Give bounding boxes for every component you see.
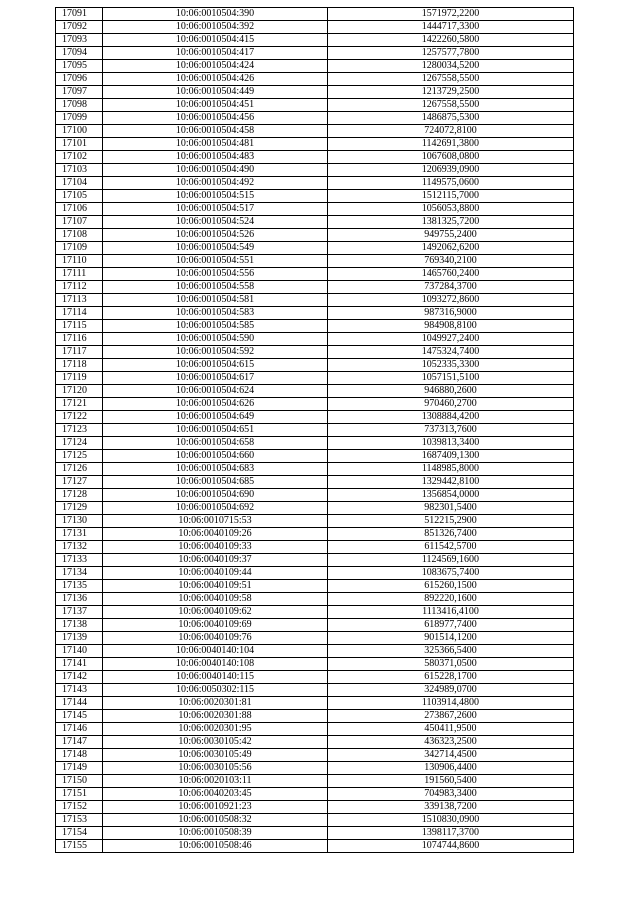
row-number-cell: 17152 (56, 801, 103, 814)
row-number-cell: 17135 (56, 580, 103, 593)
value-cell: 984908,8100 (328, 320, 574, 333)
table-row (56, 372, 574, 385)
table-row (56, 528, 574, 541)
row-number-cell: 17136 (56, 593, 103, 606)
cadastral-number-cell: 10:06:0010504:581 (103, 294, 328, 307)
value-cell: 1422260,5800 (328, 34, 574, 47)
table-row (56, 229, 574, 242)
cadastral-number-cell: 10:06:0010504:692 (103, 502, 328, 515)
row-number-cell: 17141 (56, 658, 103, 671)
row-number-cell: 17138 (56, 619, 103, 632)
table-row (56, 47, 574, 60)
value-cell: 1356854,0000 (328, 489, 574, 502)
value-cell: 1444717,3300 (328, 21, 574, 34)
cadastral-number-cell: 10:06:0010504:685 (103, 476, 328, 489)
value-cell: 1149575,0600 (328, 177, 574, 190)
value-cell: 1052335,3300 (328, 359, 574, 372)
row-number-cell: 17123 (56, 424, 103, 437)
value-cell: 1039813,3400 (328, 437, 574, 450)
value-cell: 339138,7200 (328, 801, 574, 814)
table-row (56, 242, 574, 255)
table-row (56, 684, 574, 697)
table-row (56, 762, 574, 775)
row-number-cell: 17155 (56, 840, 103, 853)
row-number-cell: 17107 (56, 216, 103, 229)
row-number-cell: 17153 (56, 814, 103, 827)
table-row (56, 489, 574, 502)
row-number-cell: 17127 (56, 476, 103, 489)
value-cell: 851326,7400 (328, 528, 574, 541)
row-number-cell: 17113 (56, 294, 103, 307)
cadastral-number-cell: 10:06:0010504:556 (103, 268, 328, 281)
row-number-cell: 17119 (56, 372, 103, 385)
table-row (56, 580, 574, 593)
cadastral-number-cell: 10:06:0040203:45 (103, 788, 328, 801)
table-row (56, 8, 574, 21)
value-cell: 1057151,5100 (328, 372, 574, 385)
cadastral-number-cell: 10:06:0010508:32 (103, 814, 328, 827)
value-cell: 1308884,4200 (328, 411, 574, 424)
row-number-cell: 17099 (56, 112, 103, 125)
cadastral-number-cell: 10:06:0010504:660 (103, 450, 328, 463)
value-cell: 704983,3400 (328, 788, 574, 801)
table-row (56, 333, 574, 346)
row-number-cell: 17133 (56, 554, 103, 567)
value-cell: 615260,1500 (328, 580, 574, 593)
cadastral-number-cell: 10:06:0010921:23 (103, 801, 328, 814)
row-number-cell: 17148 (56, 749, 103, 762)
value-cell: 512215,2900 (328, 515, 574, 528)
table-row (56, 671, 574, 684)
value-cell: 436323,2500 (328, 736, 574, 749)
value-cell: 970460,2700 (328, 398, 574, 411)
row-number-cell: 17146 (56, 723, 103, 736)
value-cell: 769340,2100 (328, 255, 574, 268)
table-row (56, 463, 574, 476)
table-row (56, 125, 574, 138)
cadastral-number-cell: 10:06:0040109:33 (103, 541, 328, 554)
cadastral-number-cell: 10:06:0020103:11 (103, 775, 328, 788)
cadastral-number-cell: 10:06:0020301:88 (103, 710, 328, 723)
row-number-cell: 17149 (56, 762, 103, 775)
row-number-cell: 17104 (56, 177, 103, 190)
table-row (56, 177, 574, 190)
cadastral-number-cell: 10:06:0050302:115 (103, 684, 328, 697)
cadastral-number-cell: 10:06:0040109:58 (103, 593, 328, 606)
value-cell: 1056053,8800 (328, 203, 574, 216)
table-row (56, 411, 574, 424)
cadastral-number-cell: 10:06:0010504:526 (103, 229, 328, 242)
value-cell: 737284,3700 (328, 281, 574, 294)
value-cell: 724072,8100 (328, 125, 574, 138)
value-cell: 1280034,5200 (328, 60, 574, 73)
table-row (56, 398, 574, 411)
table-row (56, 190, 574, 203)
row-number-cell: 17142 (56, 671, 103, 684)
cadastral-number-cell: 10:06:0010504:583 (103, 307, 328, 320)
row-number-cell: 17121 (56, 398, 103, 411)
row-number-cell: 17126 (56, 463, 103, 476)
table-row (56, 801, 574, 814)
value-cell: 342714,4500 (328, 749, 574, 762)
cadastral-number-cell: 10:06:0040109:51 (103, 580, 328, 593)
row-number-cell: 17106 (56, 203, 103, 216)
table-row (56, 814, 574, 827)
value-cell: 1465760,2400 (328, 268, 574, 281)
value-cell: 901514,1200 (328, 632, 574, 645)
value-cell: 1113416,4100 (328, 606, 574, 619)
cadastral-number-cell: 10:06:0010504:417 (103, 47, 328, 60)
cadastral-number-cell: 10:06:0010504:615 (103, 359, 328, 372)
cadastral-number-cell: 10:06:0040140:104 (103, 645, 328, 658)
table-row (56, 593, 574, 606)
table-row (56, 73, 574, 86)
cadastral-number-cell: 10:06:0020301:81 (103, 697, 328, 710)
table-row (56, 619, 574, 632)
value-cell: 1571972,2200 (328, 8, 574, 21)
table-row (56, 203, 574, 216)
table-row (56, 294, 574, 307)
table-row (56, 21, 574, 34)
value-cell: 982301,5400 (328, 502, 574, 515)
row-number-cell: 17140 (56, 645, 103, 658)
value-cell: 130906,4400 (328, 762, 574, 775)
row-number-cell: 17143 (56, 684, 103, 697)
row-number-cell: 17098 (56, 99, 103, 112)
table-row (56, 749, 574, 762)
value-cell: 1206939,0900 (328, 164, 574, 177)
value-cell: 1093272,8600 (328, 294, 574, 307)
row-number-cell: 17150 (56, 775, 103, 788)
cadastral-number-cell: 10:06:0010504:490 (103, 164, 328, 177)
row-number-cell: 17102 (56, 151, 103, 164)
data-table (55, 7, 574, 853)
table-row (56, 99, 574, 112)
value-cell: 892220,1600 (328, 593, 574, 606)
cadastral-number-cell: 10:06:0010504:649 (103, 411, 328, 424)
table-row (56, 502, 574, 515)
value-cell: 1492062,6200 (328, 242, 574, 255)
table-row (56, 515, 574, 528)
cadastral-number-cell: 10:06:0010504:458 (103, 125, 328, 138)
row-number-cell: 17097 (56, 86, 103, 99)
row-number-cell: 17093 (56, 34, 103, 47)
table-row (56, 112, 574, 125)
table-row (56, 424, 574, 437)
cadastral-number-cell: 10:06:0040109:69 (103, 619, 328, 632)
table-row (56, 255, 574, 268)
value-cell: 1267558,5500 (328, 99, 574, 112)
row-number-cell: 17151 (56, 788, 103, 801)
row-number-cell: 17094 (56, 47, 103, 60)
table-row (56, 281, 574, 294)
table-row (56, 554, 574, 567)
row-number-cell: 17100 (56, 125, 103, 138)
row-number-cell: 17154 (56, 827, 103, 840)
cadastral-number-cell: 10:06:0010504:690 (103, 489, 328, 502)
row-number-cell: 17109 (56, 242, 103, 255)
cadastral-number-cell: 10:06:0010504:392 (103, 21, 328, 34)
value-cell: 1486875,5300 (328, 112, 574, 125)
cadastral-number-cell: 10:06:0010504:624 (103, 385, 328, 398)
row-number-cell: 17131 (56, 528, 103, 541)
value-cell: 191560,5400 (328, 775, 574, 788)
cadastral-number-cell: 10:06:0040140:108 (103, 658, 328, 671)
value-cell: 1510830,0900 (328, 814, 574, 827)
row-number-cell: 17128 (56, 489, 103, 502)
row-number-cell: 17108 (56, 229, 103, 242)
cadastral-number-cell: 10:06:0010504:551 (103, 255, 328, 268)
row-number-cell: 17110 (56, 255, 103, 268)
value-cell: 1148985,8000 (328, 463, 574, 476)
row-number-cell: 17130 (56, 515, 103, 528)
value-cell: 1124569,1600 (328, 554, 574, 567)
cadastral-number-cell: 10:06:0010504:524 (103, 216, 328, 229)
cadastral-number-cell: 10:06:0010504:456 (103, 112, 328, 125)
row-number-cell: 17112 (56, 281, 103, 294)
row-number-cell: 17145 (56, 710, 103, 723)
cadastral-number-cell: 10:06:0040109:37 (103, 554, 328, 567)
cadastral-number-cell: 10:06:0040109:26 (103, 528, 328, 541)
table-row (56, 359, 574, 372)
cadastral-number-cell: 10:06:0030105:56 (103, 762, 328, 775)
value-cell: 1381325,7200 (328, 216, 574, 229)
value-cell: 1213729,2500 (328, 86, 574, 99)
row-number-cell: 17091 (56, 8, 103, 21)
table-row (56, 632, 574, 645)
table-row (56, 216, 574, 229)
row-number-cell: 17105 (56, 190, 103, 203)
cadastral-number-cell: 10:06:0010504:658 (103, 437, 328, 450)
table-row (56, 606, 574, 619)
cadastral-number-cell: 10:06:0010504:451 (103, 99, 328, 112)
row-number-cell: 17132 (56, 541, 103, 554)
table-row (56, 138, 574, 151)
table-row (56, 658, 574, 671)
value-cell: 611542,5700 (328, 541, 574, 554)
row-number-cell: 17118 (56, 359, 103, 372)
row-number-cell: 17096 (56, 73, 103, 86)
row-number-cell: 17147 (56, 736, 103, 749)
table-row (56, 541, 574, 554)
table-row (56, 710, 574, 723)
table-row (56, 645, 574, 658)
table-row (56, 34, 574, 47)
table-row (56, 827, 574, 840)
table-row (56, 86, 574, 99)
table-row (56, 346, 574, 359)
value-cell: 580371,0500 (328, 658, 574, 671)
cadastral-number-cell: 10:06:0010504:626 (103, 398, 328, 411)
cadastral-number-cell: 10:06:0010504:390 (103, 8, 328, 21)
value-cell: 1074744,8600 (328, 840, 574, 853)
value-cell: 949755,2400 (328, 229, 574, 242)
cadastral-number-cell: 10:06:0010504:426 (103, 73, 328, 86)
table-row (56, 151, 574, 164)
table-row (56, 476, 574, 489)
value-cell: 1475324,7400 (328, 346, 574, 359)
cadastral-number-cell: 10:06:0010508:46 (103, 840, 328, 853)
value-cell: 324989,0700 (328, 684, 574, 697)
value-cell: 1067608,0800 (328, 151, 574, 164)
table-body (56, 8, 574, 853)
cadastral-number-cell: 10:06:0010715:53 (103, 515, 328, 528)
value-cell: 1267558,5500 (328, 73, 574, 86)
cadastral-number-cell: 10:06:0030105:49 (103, 749, 328, 762)
row-number-cell: 17116 (56, 333, 103, 346)
row-number-cell: 17092 (56, 21, 103, 34)
table-row (56, 60, 574, 73)
value-cell: 987316,9000 (328, 307, 574, 320)
row-number-cell: 17124 (56, 437, 103, 450)
value-cell: 1687409,1300 (328, 450, 574, 463)
cadastral-number-cell: 10:06:0010504:483 (103, 151, 328, 164)
cadastral-number-cell: 10:06:0010504:492 (103, 177, 328, 190)
value-cell: 273867,2600 (328, 710, 574, 723)
row-number-cell: 17117 (56, 346, 103, 359)
table-row (56, 385, 574, 398)
cadastral-number-cell: 10:06:0010508:39 (103, 827, 328, 840)
cadastral-number-cell: 10:06:0040109:76 (103, 632, 328, 645)
table-row (56, 840, 574, 853)
value-cell: 1103914,4800 (328, 697, 574, 710)
value-cell: 1329442,8100 (328, 476, 574, 489)
table-row (56, 788, 574, 801)
row-number-cell: 17137 (56, 606, 103, 619)
row-number-cell: 17103 (56, 164, 103, 177)
cadastral-number-cell: 10:06:0040109:44 (103, 567, 328, 580)
cadastral-number-cell: 10:06:0010504:424 (103, 60, 328, 73)
table-row (56, 307, 574, 320)
value-cell: 618977,7400 (328, 619, 574, 632)
table-row (56, 736, 574, 749)
table-row (56, 567, 574, 580)
cadastral-number-cell: 10:06:0010504:651 (103, 424, 328, 437)
row-number-cell: 17144 (56, 697, 103, 710)
row-number-cell: 17139 (56, 632, 103, 645)
cadastral-number-cell: 10:06:0020301:95 (103, 723, 328, 736)
value-cell: 1049927,2400 (328, 333, 574, 346)
cadastral-number-cell: 10:06:0010504:683 (103, 463, 328, 476)
row-number-cell: 17129 (56, 502, 103, 515)
cadastral-number-cell: 10:06:0040109:62 (103, 606, 328, 619)
value-cell: 1512115,7000 (328, 190, 574, 203)
row-number-cell: 17134 (56, 567, 103, 580)
row-number-cell: 17115 (56, 320, 103, 333)
table-row (56, 723, 574, 736)
cadastral-number-cell: 10:06:0010504:481 (103, 138, 328, 151)
row-number-cell: 17122 (56, 411, 103, 424)
value-cell: 1083675,7400 (328, 567, 574, 580)
row-number-cell: 17125 (56, 450, 103, 463)
value-cell: 615228,1700 (328, 671, 574, 684)
cadastral-number-cell: 10:06:0010504:515 (103, 190, 328, 203)
cadastral-number-cell: 10:06:0010504:590 (103, 333, 328, 346)
cadastral-number-cell: 10:06:0010504:592 (103, 346, 328, 359)
cadastral-number-cell: 10:06:0010504:617 (103, 372, 328, 385)
cadastral-number-cell: 10:06:0010504:558 (103, 281, 328, 294)
value-cell: 1142691,3800 (328, 138, 574, 151)
cadastral-number-cell: 10:06:0030105:42 (103, 736, 328, 749)
table-row (56, 437, 574, 450)
table-row (56, 268, 574, 281)
value-cell: 1398117,3700 (328, 827, 574, 840)
row-number-cell: 17120 (56, 385, 103, 398)
value-cell: 946880,2600 (328, 385, 574, 398)
cadastral-number-cell: 10:06:0010504:549 (103, 242, 328, 255)
cadastral-number-cell: 10:06:0010504:415 (103, 34, 328, 47)
cadastral-number-cell: 10:06:0010504:517 (103, 203, 328, 216)
cadastral-number-cell: 10:06:0040140:115 (103, 671, 328, 684)
value-cell: 325366,5400 (328, 645, 574, 658)
value-cell: 1257577,7800 (328, 47, 574, 60)
row-number-cell: 17101 (56, 138, 103, 151)
table-row (56, 450, 574, 463)
table-row (56, 697, 574, 710)
table-row (56, 164, 574, 177)
row-number-cell: 17095 (56, 60, 103, 73)
table-row (56, 775, 574, 788)
value-cell: 450411,9500 (328, 723, 574, 736)
cadastral-number-cell: 10:06:0010504:449 (103, 86, 328, 99)
row-number-cell: 17114 (56, 307, 103, 320)
value-cell: 737313,7600 (328, 424, 574, 437)
cadastral-number-cell: 10:06:0010504:585 (103, 320, 328, 333)
table-row (56, 320, 574, 333)
row-number-cell: 17111 (56, 268, 103, 281)
